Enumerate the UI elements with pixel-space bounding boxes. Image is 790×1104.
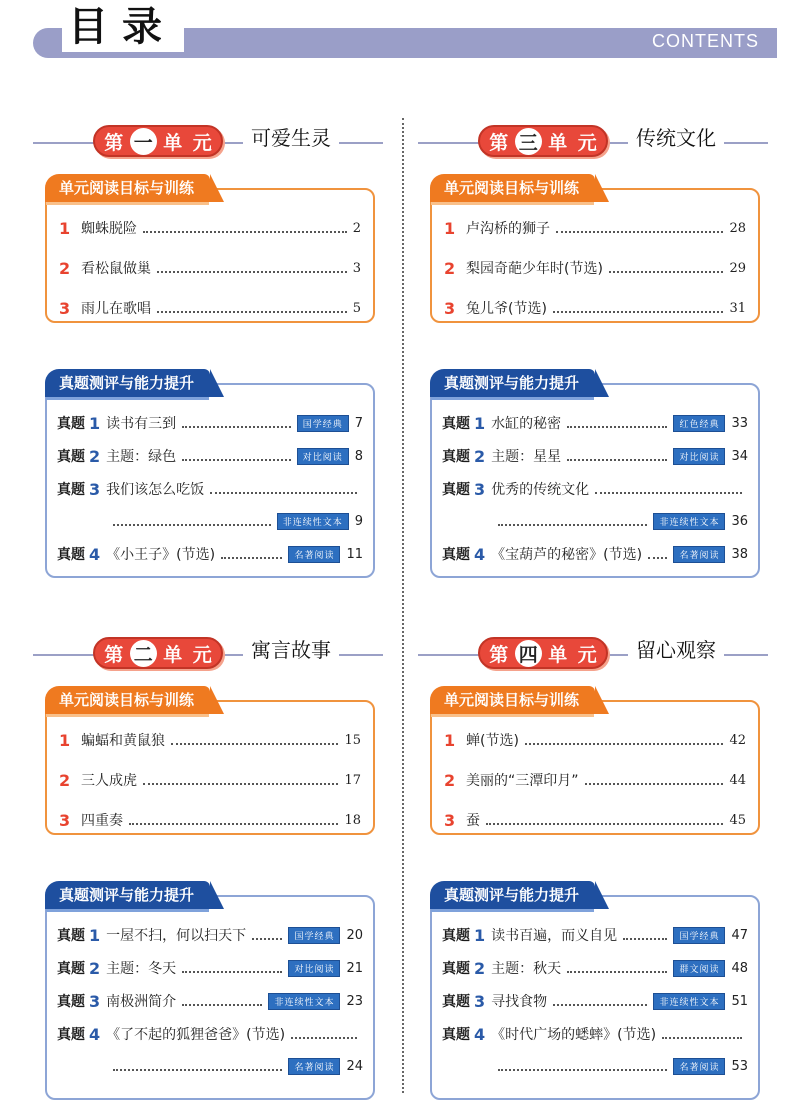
test-number: 2 bbox=[474, 446, 486, 466]
test-number: 4 bbox=[89, 1024, 101, 1044]
category-tag: 群文阅读 bbox=[673, 960, 725, 977]
test-row-continued[interactable] bbox=[432, 509, 758, 533]
page-number: 17 bbox=[344, 772, 361, 788]
dot-leader bbox=[585, 775, 724, 785]
test-number: 1 bbox=[89, 413, 101, 433]
dot-leader bbox=[171, 735, 338, 745]
test-title: 读书有三到 bbox=[106, 416, 177, 432]
page-number: 36 bbox=[731, 513, 748, 529]
reading-goals-box bbox=[45, 691, 375, 835]
lesson-title: 兔儿爷(节选) bbox=[466, 301, 547, 317]
dot-leader bbox=[567, 418, 667, 428]
test-title: 一屋不扫，何以扫天下 bbox=[106, 928, 247, 944]
unit-badge-char: 单 bbox=[548, 131, 568, 154]
test-number: 1 bbox=[474, 925, 486, 945]
unit-badge-char: 四 bbox=[515, 640, 542, 667]
test-title: 优秀的传统文化 bbox=[491, 482, 590, 498]
test-row[interactable] bbox=[47, 1022, 373, 1046]
unit-badge-char: 单 bbox=[163, 131, 183, 154]
page-number: 15 bbox=[344, 732, 361, 748]
dot-leader bbox=[662, 1029, 742, 1039]
test-row[interactable] bbox=[432, 542, 758, 566]
category-tag: 非连续性文本 bbox=[268, 993, 340, 1010]
dot-leader bbox=[221, 549, 282, 559]
test-box bbox=[430, 886, 760, 1100]
test-row[interactable] bbox=[432, 956, 758, 980]
test-title: 主题：冬天 bbox=[106, 961, 177, 977]
unit-badge bbox=[478, 125, 608, 157]
dot-leader bbox=[210, 484, 357, 494]
test-label: 真题 bbox=[442, 994, 470, 1010]
dot-leader bbox=[567, 451, 667, 461]
dot-leader bbox=[623, 930, 667, 940]
reading-goals-tab: 单元阅读目标与训练 bbox=[430, 686, 595, 714]
test-row[interactable] bbox=[432, 444, 758, 468]
unit-name: 传统文化 bbox=[628, 122, 724, 151]
unit-header bbox=[418, 118, 768, 158]
lesson-number: 1 bbox=[59, 218, 71, 238]
test-row[interactable] bbox=[432, 923, 758, 947]
test-box bbox=[430, 374, 760, 578]
reading-goals-tab: 单元阅读目标与训练 bbox=[430, 174, 595, 202]
unit-name: 留心观察 bbox=[628, 634, 724, 663]
test-number: 3 bbox=[89, 991, 101, 1011]
page-number: 47 bbox=[731, 927, 748, 943]
category-tag: 国学经典 bbox=[673, 927, 725, 944]
page-number: 2 bbox=[352, 220, 361, 236]
lesson-number: 3 bbox=[59, 298, 71, 318]
test-number: 3 bbox=[89, 479, 101, 499]
page-number: 5 bbox=[352, 300, 361, 316]
test-title: 南极洲简介 bbox=[106, 994, 177, 1010]
dot-leader bbox=[157, 303, 347, 313]
page-number: 48 bbox=[731, 960, 748, 976]
test-row[interactable] bbox=[432, 477, 758, 501]
lesson-row[interactable] bbox=[432, 728, 758, 752]
test-label: 真题 bbox=[442, 1027, 470, 1043]
lesson-number: 3 bbox=[59, 810, 71, 830]
page-title: 目录 bbox=[62, 2, 184, 52]
test-title: 《时代广场的蟋蟀》(节选) bbox=[491, 1027, 657, 1043]
test-number: 2 bbox=[89, 958, 101, 978]
unit-header bbox=[418, 630, 768, 670]
lesson-title: 卢沟桥的狮子 bbox=[466, 221, 550, 237]
page-number: 51 bbox=[731, 993, 748, 1009]
dot-leader bbox=[252, 930, 282, 940]
page-number: 3 bbox=[352, 260, 361, 276]
test-label: 真题 bbox=[57, 547, 85, 563]
test-row[interactable] bbox=[47, 989, 373, 1013]
dot-leader bbox=[567, 963, 667, 973]
test-title: 《宝葫芦的秘密》(节选) bbox=[491, 547, 643, 563]
dot-leader bbox=[553, 996, 647, 1006]
test-title: 主题：秋天 bbox=[491, 961, 562, 977]
reading-goals-box bbox=[45, 179, 375, 323]
test-title: 寻找食物 bbox=[491, 994, 548, 1010]
reading-goals-tab: 单元阅读目标与训练 bbox=[45, 174, 210, 202]
category-tag: 国学经典 bbox=[288, 927, 340, 944]
contents-label: CONTENTS bbox=[652, 31, 759, 51]
page-number: 31 bbox=[729, 300, 746, 316]
test-tab: 真题测评与能力提升 bbox=[430, 881, 595, 909]
test-row[interactable] bbox=[47, 956, 373, 980]
unit-badge-char: 一 bbox=[130, 128, 157, 155]
lesson-row[interactable] bbox=[47, 768, 373, 792]
lesson-title: 蝙蝠和黄鼠狼 bbox=[81, 733, 165, 749]
dot-leader bbox=[157, 263, 347, 273]
test-tab: 真题测评与能力提升 bbox=[45, 369, 210, 397]
test-number: 4 bbox=[474, 544, 486, 564]
dot-leader bbox=[553, 303, 724, 313]
dot-leader bbox=[113, 1061, 282, 1071]
dot-leader bbox=[182, 418, 291, 428]
test-row[interactable] bbox=[432, 989, 758, 1013]
page-number: 28 bbox=[729, 220, 746, 236]
test-row[interactable] bbox=[47, 444, 373, 468]
dot-leader bbox=[182, 963, 282, 973]
category-tag: 红色经典 bbox=[673, 415, 725, 432]
lesson-title: 蜘蛛脱险 bbox=[81, 221, 137, 237]
category-tag: 对比阅读 bbox=[673, 448, 725, 465]
test-title: 我们该怎么吃饭 bbox=[106, 482, 205, 498]
page-number: 11 bbox=[346, 546, 363, 562]
unit-badge-char: 第 bbox=[104, 643, 124, 666]
lesson-row[interactable] bbox=[432, 296, 758, 320]
test-number: 3 bbox=[474, 991, 486, 1011]
test-label: 真题 bbox=[57, 449, 85, 465]
category-tag: 非连续性文本 bbox=[653, 513, 725, 530]
unit-badge-char: 元 bbox=[577, 643, 597, 666]
unit-badge-char: 单 bbox=[163, 643, 183, 666]
category-tag: 名著阅读 bbox=[673, 1058, 725, 1075]
page-number: 44 bbox=[729, 772, 746, 788]
unit-badge-char: 单 bbox=[548, 643, 568, 666]
lesson-title: 看松鼠做巢 bbox=[81, 261, 151, 277]
dot-leader bbox=[129, 815, 338, 825]
test-number: 1 bbox=[89, 925, 101, 945]
test-label: 真题 bbox=[57, 928, 85, 944]
dot-leader bbox=[486, 815, 723, 825]
lesson-number: 2 bbox=[444, 770, 456, 790]
test-label: 真题 bbox=[442, 961, 470, 977]
test-row-continued[interactable] bbox=[432, 1054, 758, 1078]
unit-badge-char: 元 bbox=[192, 643, 212, 666]
test-number: 1 bbox=[474, 413, 486, 433]
lesson-row[interactable] bbox=[432, 808, 758, 832]
lesson-title: 雨儿在歌唱 bbox=[81, 301, 151, 317]
unit-badge-char: 第 bbox=[104, 131, 124, 154]
category-tag: 非连续性文本 bbox=[277, 513, 349, 530]
page-number: 33 bbox=[731, 415, 748, 431]
unit-badge bbox=[478, 637, 608, 669]
category-tag: 名著阅读 bbox=[288, 546, 340, 563]
test-label: 真题 bbox=[57, 416, 85, 432]
test-box bbox=[45, 886, 375, 1100]
unit-badge-char: 第 bbox=[489, 643, 509, 666]
test-row-continued[interactable] bbox=[47, 509, 373, 533]
lesson-number: 1 bbox=[59, 730, 71, 750]
column-divider bbox=[402, 118, 404, 1093]
page-number: 8 bbox=[354, 448, 363, 464]
test-row[interactable] bbox=[432, 411, 758, 435]
lesson-row[interactable] bbox=[47, 728, 373, 752]
lesson-row[interactable] bbox=[432, 256, 758, 280]
test-tab: 真题测评与能力提升 bbox=[430, 369, 595, 397]
test-label: 真题 bbox=[57, 961, 85, 977]
category-tag: 对比阅读 bbox=[297, 448, 349, 465]
dot-leader bbox=[498, 516, 647, 526]
dot-leader bbox=[291, 1029, 357, 1039]
dot-leader bbox=[143, 775, 338, 785]
test-number: 2 bbox=[89, 446, 101, 466]
page-number: 24 bbox=[346, 1058, 363, 1074]
page-number: 18 bbox=[344, 812, 361, 828]
lesson-title: 四重奏 bbox=[81, 813, 123, 829]
test-row[interactable] bbox=[47, 411, 373, 435]
page-number: 7 bbox=[354, 415, 363, 431]
unit-badge bbox=[93, 637, 223, 669]
page-number: 20 bbox=[346, 927, 363, 943]
test-label: 真题 bbox=[57, 482, 85, 498]
lesson-row[interactable] bbox=[432, 768, 758, 792]
unit-header bbox=[33, 118, 383, 158]
category-tag: 对比阅读 bbox=[288, 960, 340, 977]
unit-header bbox=[33, 630, 383, 670]
test-row[interactable] bbox=[47, 542, 373, 566]
test-tab: 真题测评与能力提升 bbox=[45, 881, 210, 909]
lesson-number: 2 bbox=[59, 770, 71, 790]
page-number: 9 bbox=[354, 513, 363, 529]
lesson-row[interactable] bbox=[47, 216, 373, 240]
lesson-title: 三人成虎 bbox=[81, 773, 137, 789]
test-row[interactable] bbox=[432, 1022, 758, 1046]
lesson-title: 梨园奇葩少年时(节选) bbox=[466, 261, 603, 277]
unit-badge-char: 二 bbox=[130, 640, 157, 667]
unit-badge-char: 元 bbox=[192, 131, 212, 154]
test-label: 真题 bbox=[57, 994, 85, 1010]
test-number: 4 bbox=[474, 1024, 486, 1044]
test-label: 真题 bbox=[442, 482, 470, 498]
test-row[interactable] bbox=[47, 923, 373, 947]
lesson-row[interactable] bbox=[432, 216, 758, 240]
category-tag: 非连续性文本 bbox=[653, 993, 725, 1010]
page-number: 42 bbox=[729, 732, 746, 748]
unit-name: 可爱生灵 bbox=[243, 122, 339, 151]
test-box bbox=[45, 374, 375, 578]
page-number: 23 bbox=[346, 993, 363, 1009]
dot-leader bbox=[143, 223, 347, 233]
unit-badge-char: 三 bbox=[515, 128, 542, 155]
page-number: 29 bbox=[729, 260, 746, 276]
lesson-title: 蝉(节选) bbox=[466, 733, 519, 749]
lesson-title: 美丽的“三潭印月” bbox=[466, 773, 579, 789]
reading-goals-box bbox=[430, 691, 760, 835]
lesson-title: 蚕 bbox=[466, 813, 480, 829]
test-title: 主题：绿色 bbox=[106, 449, 177, 465]
test-label: 真题 bbox=[442, 449, 470, 465]
page-number: 45 bbox=[729, 812, 746, 828]
unit-badge-char: 第 bbox=[489, 131, 509, 154]
lesson-number: 1 bbox=[444, 730, 456, 750]
lesson-row[interactable] bbox=[47, 296, 373, 320]
dot-leader bbox=[609, 263, 724, 273]
page-number: 53 bbox=[731, 1058, 748, 1074]
lesson-row[interactable] bbox=[47, 256, 373, 280]
unit-name: 寓言故事 bbox=[243, 634, 339, 663]
dot-leader bbox=[648, 549, 667, 559]
test-label: 真题 bbox=[57, 1027, 85, 1043]
test-number: 2 bbox=[474, 958, 486, 978]
test-title: 《了不起的狐狸爸爸》(节选) bbox=[106, 1027, 286, 1043]
test-row-continued[interactable] bbox=[47, 1054, 373, 1078]
test-number: 4 bbox=[89, 544, 101, 564]
test-number: 3 bbox=[474, 479, 486, 499]
test-row[interactable] bbox=[47, 477, 373, 501]
test-title: 《小王子》(节选) bbox=[106, 547, 216, 563]
page-number: 38 bbox=[731, 546, 748, 562]
lesson-number: 3 bbox=[444, 810, 456, 830]
dot-leader bbox=[498, 1061, 667, 1071]
test-title: 水缸的秘密 bbox=[491, 416, 562, 432]
lesson-number: 3 bbox=[444, 298, 456, 318]
dot-leader bbox=[182, 996, 262, 1006]
page-number: 34 bbox=[731, 448, 748, 464]
category-tag: 名著阅读 bbox=[673, 546, 725, 563]
test-label: 真题 bbox=[442, 928, 470, 944]
dot-leader bbox=[525, 735, 724, 745]
reading-goals-tab: 单元阅读目标与训练 bbox=[45, 686, 210, 714]
test-label: 真题 bbox=[442, 547, 470, 563]
unit-badge bbox=[93, 125, 223, 157]
test-title: 读书百遍，而义自见 bbox=[491, 928, 618, 944]
dot-leader bbox=[595, 484, 742, 494]
test-label: 真题 bbox=[442, 416, 470, 432]
category-tag: 国学经典 bbox=[297, 415, 349, 432]
page-number: 21 bbox=[346, 960, 363, 976]
dot-leader bbox=[113, 516, 271, 526]
category-tag: 名著阅读 bbox=[288, 1058, 340, 1075]
unit-badge-char: 元 bbox=[577, 131, 597, 154]
lesson-number: 1 bbox=[444, 218, 456, 238]
dot-leader bbox=[182, 451, 291, 461]
lesson-number: 2 bbox=[59, 258, 71, 278]
lesson-number: 2 bbox=[444, 258, 456, 278]
lesson-row[interactable] bbox=[47, 808, 373, 832]
dot-leader bbox=[556, 223, 723, 233]
reading-goals-box bbox=[430, 179, 760, 323]
test-title: 主题：星星 bbox=[491, 449, 562, 465]
